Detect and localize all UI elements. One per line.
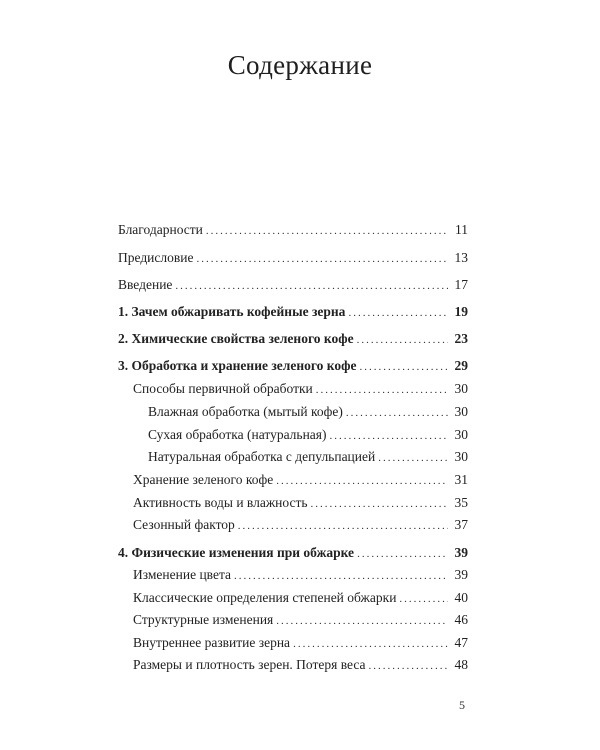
toc-chapter-page: 39	[454, 545, 468, 560]
toc-section[interactable]	[133, 633, 468, 653]
toc-section[interactable]	[133, 655, 468, 675]
toc-section-page: 46	[454, 612, 468, 627]
toc-subsection[interactable]	[148, 447, 468, 467]
toc-chapter-page: 23	[454, 331, 468, 346]
toc-section-page: 37	[454, 517, 468, 532]
toc-chapter-label: 1. Зачем обжаривать кофейные зерна	[118, 304, 346, 319]
dot-leader	[206, 221, 448, 241]
toc-subsection-page: 30	[454, 427, 468, 442]
toc-section[interactable]	[133, 493, 468, 513]
dot-leader	[346, 403, 448, 423]
toc-section-label: Хранение зеленого кофе	[133, 472, 274, 487]
toc-section-label: Изменение цвета	[133, 567, 232, 582]
toc-chapter-label: 3. Обработка и хранение зеленого кофе	[118, 358, 357, 373]
toc-section-page: 30	[454, 381, 468, 396]
toc-section-label: Классические определения степеней обжарки	[133, 590, 397, 605]
toc-section[interactable]	[133, 588, 468, 608]
toc-section[interactable]	[133, 565, 468, 585]
toc-section-label: Сезонный фактор	[133, 517, 235, 532]
toc-subsection-label: Натуральная обработка с депульпацией	[148, 449, 376, 464]
toc-chapter-label: 2. Химические свойства зеленого кофе	[118, 331, 354, 346]
toc-chapter[interactable]	[118, 356, 468, 376]
toc-entry-page: 13	[454, 250, 468, 265]
toc-chapter[interactable]	[118, 329, 468, 349]
toc-entry-page: 11	[455, 222, 468, 237]
toc-section[interactable]	[133, 379, 468, 399]
dot-leader	[234, 566, 448, 586]
toc-section-page: 35	[454, 495, 468, 510]
toc-subsection-page: 30	[454, 404, 468, 419]
toc-section-page: 48	[454, 657, 468, 672]
dot-leader	[359, 357, 448, 377]
dot-leader	[238, 516, 448, 536]
dot-leader	[316, 380, 448, 400]
toc-section[interactable]	[133, 610, 468, 630]
dot-leader	[378, 448, 448, 468]
dot-leader	[357, 544, 448, 564]
dot-leader	[276, 611, 448, 631]
toc-section-label: Способы первичной обработки	[133, 381, 313, 396]
toc-section-label: Активность воды и влажность	[133, 495, 308, 510]
toc-subsection-page: 30	[454, 449, 468, 464]
toc-subsection-label: Сухая обработка (натуральная)	[148, 427, 327, 442]
toc-section[interactable]	[133, 470, 468, 490]
toc-entry[interactable]	[118, 220, 468, 240]
toc-entry[interactable]	[118, 248, 468, 268]
toc-chapter[interactable]	[118, 302, 468, 322]
toc-entry[interactable]	[118, 275, 468, 295]
dot-leader	[196, 249, 448, 269]
dot-leader	[399, 589, 448, 609]
toc-entry-label: Благодарности	[118, 222, 203, 237]
toc-entry-label: Введение	[118, 277, 173, 292]
dot-leader	[369, 656, 449, 676]
toc-entry-label: Предисловие	[118, 250, 194, 265]
page-number: 5	[459, 698, 465, 712]
toc-section-page: 31	[454, 472, 468, 487]
toc-subsection[interactable]	[148, 425, 468, 445]
dot-leader	[357, 330, 448, 350]
dot-leader	[330, 426, 449, 446]
toc-entry-page: 17	[454, 277, 468, 292]
toc-section[interactable]	[133, 515, 468, 535]
dot-leader	[175, 276, 448, 296]
page-title: Содержание	[227, 50, 373, 81]
toc-chapter-page: 19	[454, 304, 468, 319]
dot-leader	[276, 471, 448, 491]
toc-section-label: Размеры и плотность зерен. Потеря веса	[133, 657, 366, 672]
toc-chapter-label: 4. Физические изменения при обжарке	[118, 545, 355, 560]
toc-chapter[interactable]	[118, 543, 468, 563]
toc-section-page: 47	[454, 635, 468, 650]
toc-section-label: Внутреннее развитие зерна	[133, 635, 291, 650]
toc-section-page: 39	[454, 567, 468, 582]
toc-chapter-page: 29	[454, 358, 468, 373]
dot-leader	[293, 634, 448, 654]
toc-subsection-label: Влажная обработка (мытый кофе)	[148, 404, 343, 419]
toc-section-page: 40	[454, 590, 468, 605]
dot-leader	[348, 303, 448, 323]
toc-subsection[interactable]	[148, 402, 468, 422]
toc-section-label: Структурные изменения	[133, 612, 274, 627]
dot-leader	[311, 494, 448, 514]
